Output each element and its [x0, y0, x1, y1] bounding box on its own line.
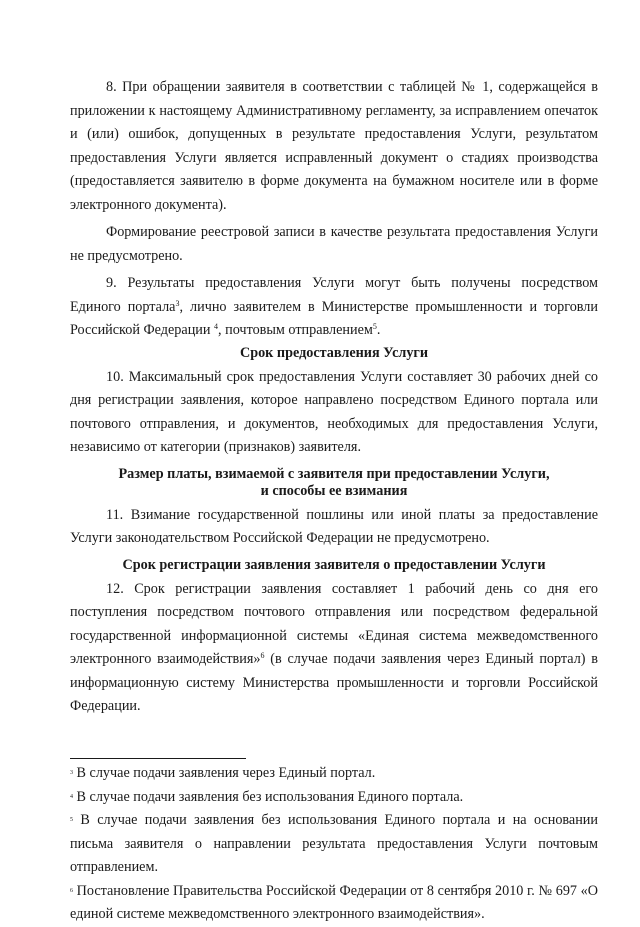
paragraph-8: 8. При обращении заявителя в соответствии с таблицей № 1, содержащейся в приложении к настоящему Административному регламенту, за исправлением опечаток и (или) ошибок, допущенных в результате предоставления Услуги, результатом предоставления Услуги является исправленный документ о стадиях производства (предоставляется заявителю в форме документа на бумажном носителе или в форме электронного документа).: [70, 79, 598, 213]
paragraph-12-text-1: 12. Срок регистрации заявления составляет 1 рабочий день со дня его поступления посредством почтового отправления или посредством федеральной государственной информационной системы «Единая система межведомственного электронного взаимодействия»: [70, 580, 598, 667]
footnote-6: [70, 880, 598, 927]
paragraph-9-text-2: , лично заявителем в Министерстве промышленности и торговли Российской Федерации: [70, 298, 598, 338]
footnote-ref-3: 3: [175, 298, 180, 308]
heading-registration-term: Срок регистрации заявления заявителя о предоставлении Услуги: [122, 556, 546, 573]
heading-service-term: Срок предоставления Услуги: [239, 344, 429, 361]
footnote-text: В случае подачи заявления без использования Единого портала.: [73, 788, 464, 805]
heading-fee: [70, 466, 598, 500]
footnote-number: 5: [70, 817, 73, 823]
document-body: [70, 76, 598, 719]
paragraph-9-text-4: .: [376, 322, 381, 338]
footnote-5: [70, 809, 598, 880]
footnote-4: [70, 786, 598, 810]
paragraph-8-registry-note: Формирование реестровой записи в качестве результата предоставления Услуги не предусмотрено.: [70, 224, 598, 264]
footnote-text: Постановление Правительства Российской Федерации от 8 сентября 2010 г. № 697 «О единой системе межведомственного электронного взаимодействия».: [70, 882, 598, 922]
heading-fee-line-2: и способы ее взимания: [260, 482, 408, 499]
footnote-number: 6: [70, 887, 73, 894]
paragraph-11: 11. Взимание государственной пошлины или иной платы за предоставление Услуги законодательством Российской Федерации не предусмотрено.: [70, 506, 598, 546]
footnote-ref-6: 6: [260, 651, 265, 660]
paragraph-10: 10. Максимальный срок предоставления Услуги составляет 30 рабочих дней со дня регистрации заявления, которое направлено посредством Единого портала или почтового отправления, и документов, необходимых для предоставления Услуги, независимо от категории (признаков) заявителя.: [70, 368, 598, 455]
footnote-number: 4: [70, 793, 73, 800]
heading-fee-line-1: Размер платы, взимаемой с заявителя при предоставлении Услуги,: [118, 465, 550, 482]
paragraph-9-text-3: , почтовым отправлением: [218, 322, 373, 338]
footnotes: [70, 762, 598, 927]
footnote-separator: [70, 758, 246, 759]
footnote-text: В случае подачи заявления через Единый портал.: [73, 765, 376, 781]
footnote-number: 3: [70, 770, 73, 776]
footnote-text: В случае подачи заявления без использования Единого портала и на основании письма заявителя о направлении результата предоставления Услуги почтовым отправлением.: [70, 812, 598, 875]
paragraph-12: [70, 578, 598, 719]
footnote-3: [70, 762, 598, 786]
paragraph-12-text-2: (в случае подачи заявления через Единый портал) в информационную систему Министерства промышленности и торговли Российской Федерации.: [70, 651, 598, 714]
footnote-ref-5: 5: [372, 322, 377, 331]
paragraph-9-text-1: 9. Результаты предоставления Услуги могут быть получены посредством Единого портала: [70, 275, 598, 315]
paragraph-9: [70, 272, 598, 343]
footnote-ref-4: 4: [214, 322, 219, 331]
